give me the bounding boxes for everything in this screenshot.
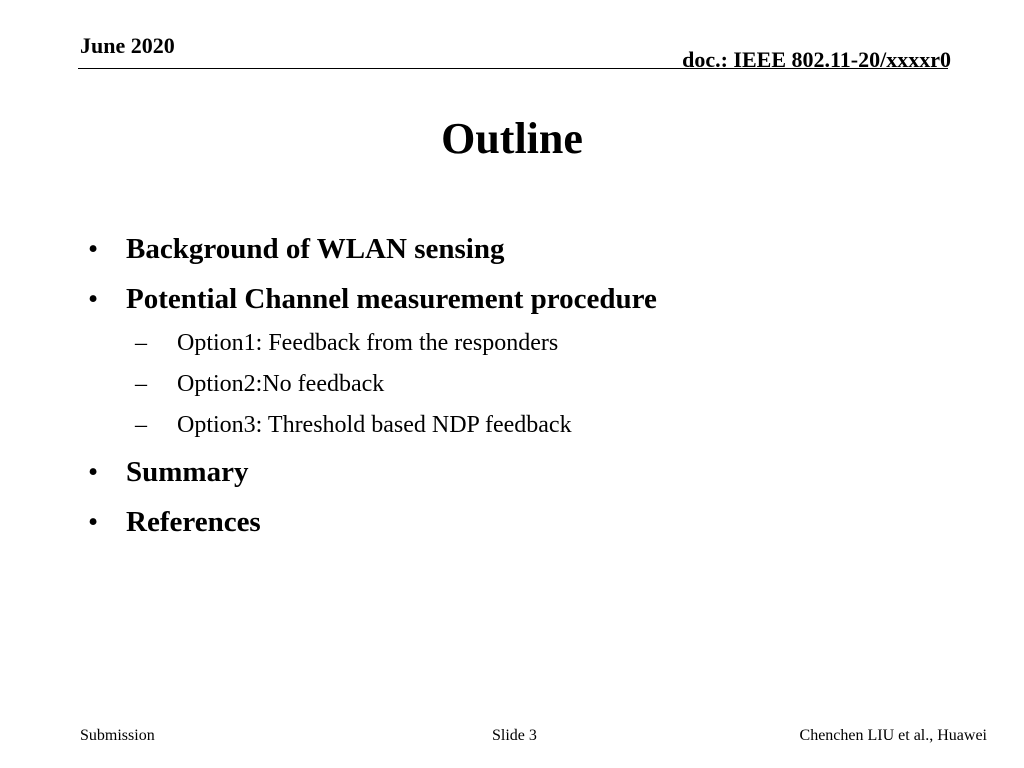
outline-item-text: Background of WLAN sensing	[126, 233, 505, 265]
outline-subitem-text: Option3: Threshold based NDP feedback	[177, 412, 572, 438]
footer-submission: Submission	[80, 727, 155, 744]
bullet-marker: •	[88, 233, 99, 265]
outline-subitem-text: Option2:No feedback	[177, 371, 385, 397]
bullet-marker: •	[88, 283, 99, 315]
footer-slide-number: Slide 3	[492, 727, 537, 744]
outline-subitem-text: Option1: Feedback from the responders	[177, 330, 559, 356]
outline-item-text: Potential Channel measurement procedure	[126, 283, 657, 315]
header-doc-id: doc.: IEEE 802.11-20/xxxxr0	[682, 47, 951, 72]
slide-title: Outline	[441, 114, 583, 163]
footer-author: Chenchen LIU et al., Huawei	[799, 727, 987, 744]
outline-item-text: Summary	[126, 456, 249, 488]
dash-marker: –	[135, 371, 147, 397]
bullet-marker: •	[88, 506, 99, 538]
dash-marker: –	[135, 412, 147, 438]
header-date: June 2020	[80, 33, 175, 58]
outline-item-text: References	[126, 506, 261, 538]
bullet-marker: •	[88, 456, 99, 488]
dash-marker: –	[135, 330, 147, 356]
